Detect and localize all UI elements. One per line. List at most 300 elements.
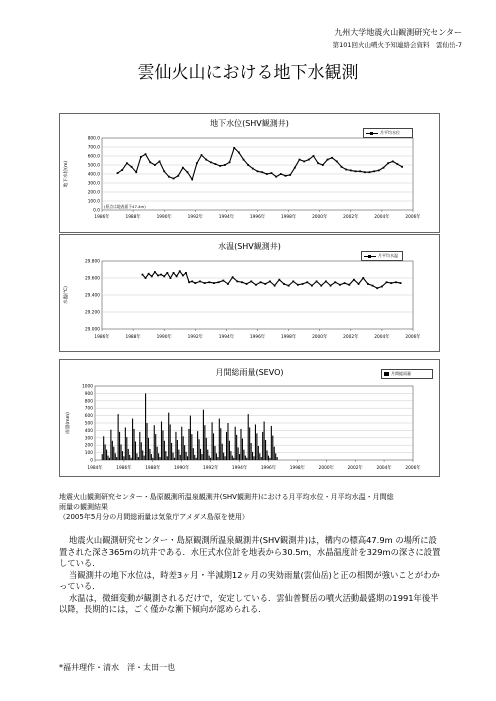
rainfall-bar bbox=[223, 453, 224, 460]
data-point bbox=[135, 171, 137, 173]
y-tick-label: 500 bbox=[84, 421, 93, 427]
water-level-panel bbox=[59, 113, 440, 233]
y-tick-label: 300.0 bbox=[87, 181, 100, 187]
data-point bbox=[283, 283, 285, 285]
rainfall-bar bbox=[180, 455, 181, 460]
data-point bbox=[369, 171, 371, 173]
data-point bbox=[269, 281, 271, 283]
data-point bbox=[345, 169, 347, 171]
data-point bbox=[185, 272, 187, 274]
data-point bbox=[397, 163, 399, 165]
data-point bbox=[160, 274, 162, 276]
data-point bbox=[292, 281, 294, 283]
rainfall-bar bbox=[213, 433, 214, 460]
data-point bbox=[255, 284, 257, 286]
data-point bbox=[383, 167, 385, 169]
rainfall-bar bbox=[255, 424, 256, 460]
data-point bbox=[299, 159, 301, 161]
data-point bbox=[373, 170, 375, 172]
data-point bbox=[117, 172, 119, 174]
y-tick-label: 600 bbox=[84, 414, 93, 420]
data-point bbox=[168, 176, 170, 178]
data-point bbox=[275, 176, 277, 178]
rainfall-bar bbox=[146, 423, 147, 460]
data-point bbox=[334, 281, 336, 283]
rainfall-bar bbox=[240, 429, 241, 460]
data-point bbox=[341, 166, 343, 168]
data-point bbox=[278, 279, 280, 281]
data-point bbox=[353, 279, 355, 281]
data-point bbox=[266, 173, 268, 175]
data-point bbox=[350, 170, 352, 172]
x-tick-label: 2002年 bbox=[343, 215, 359, 220]
data-point bbox=[176, 275, 178, 277]
rainfall-bar bbox=[184, 445, 185, 460]
x-tick-label: 1988年 bbox=[145, 466, 161, 471]
rainfall-bar bbox=[266, 450, 267, 460]
data-point bbox=[359, 170, 361, 172]
rainfall-bar bbox=[274, 447, 275, 460]
rainfall-bar bbox=[261, 457, 262, 460]
rainfall-bar bbox=[106, 450, 107, 460]
rainfall-bar bbox=[120, 444, 121, 460]
rainfall-bar bbox=[239, 454, 240, 460]
rainfall-bar bbox=[256, 433, 257, 460]
data-point bbox=[215, 163, 217, 165]
rainfall-bar bbox=[272, 436, 273, 460]
rainfall-bar bbox=[154, 425, 155, 460]
rainfall-bar bbox=[183, 436, 184, 460]
data-point bbox=[149, 161, 151, 163]
data-point bbox=[205, 159, 207, 161]
body-paragraph-3: 水温は，微細変動が観測されるだけで，安定している．雲仙普賢岳の噴火活動最盛期の1991年後半以降，長期的には，ごく僅かな漸下傾向が認められる． bbox=[59, 592, 439, 614]
data-point bbox=[322, 164, 324, 166]
rainfall-bar bbox=[125, 427, 126, 460]
rainfall-bar bbox=[129, 455, 130, 460]
water-temp-legend bbox=[361, 251, 403, 261]
rainfall-bar bbox=[118, 414, 119, 460]
y-axis-label: 雨量(mm) bbox=[66, 412, 71, 434]
y-tick-label: 0 bbox=[90, 458, 93, 464]
rainfall-bar bbox=[201, 454, 202, 460]
rainfall-bar bbox=[200, 449, 201, 460]
rainfall-bar bbox=[206, 438, 207, 460]
y-tick-label: 200.0 bbox=[87, 190, 100, 196]
rainfall-bar bbox=[168, 413, 169, 460]
rainfall-bar bbox=[136, 453, 137, 460]
y-axis-label: 水温(℃) bbox=[64, 286, 69, 304]
rainfall-bar bbox=[139, 432, 140, 460]
data-point bbox=[182, 275, 184, 277]
rainfall-bar bbox=[238, 447, 239, 460]
rainfall-bar bbox=[193, 448, 194, 460]
rainfall-bar bbox=[152, 458, 153, 460]
data-point bbox=[163, 170, 165, 172]
x-tick-label: 2004年 bbox=[374, 335, 390, 340]
rainfall-bar bbox=[126, 437, 127, 460]
data-point bbox=[344, 282, 346, 284]
rainfall-bar bbox=[204, 425, 205, 460]
data-point bbox=[264, 283, 266, 285]
rainfall-bar bbox=[253, 456, 254, 460]
x-tick-label: 1994年 bbox=[218, 215, 235, 220]
data-point bbox=[145, 153, 147, 155]
data-point bbox=[320, 285, 322, 287]
data-point bbox=[372, 285, 374, 287]
data-point bbox=[126, 162, 128, 164]
authors: *福井理作・清水 洋・太田一也 bbox=[59, 663, 175, 672]
data-point bbox=[148, 273, 150, 275]
data-point bbox=[246, 283, 248, 285]
rainfall-bar bbox=[252, 452, 253, 460]
x-tick-label: 1998年 bbox=[289, 466, 305, 471]
y-tick-label: 29.400 bbox=[84, 293, 100, 299]
rainfall-bar bbox=[178, 450, 179, 460]
data-point bbox=[308, 159, 310, 161]
x-tick-label: 1986年 bbox=[116, 466, 132, 471]
rainfall-bar bbox=[170, 424, 171, 460]
caption-line-2: 雨量の観測結果 bbox=[59, 503, 108, 511]
rainfall-bar bbox=[232, 456, 233, 460]
rainfall-bar bbox=[188, 429, 189, 460]
rainfall-bar bbox=[225, 456, 226, 460]
rainfall-bar bbox=[187, 456, 188, 460]
y-tick-label: 700 bbox=[84, 406, 93, 412]
data-point bbox=[187, 171, 189, 173]
data-point bbox=[297, 284, 299, 286]
rainfall-bar bbox=[160, 457, 161, 460]
rainfall-bar bbox=[246, 458, 247, 460]
data-point bbox=[325, 281, 327, 283]
x-tick-label: 1988年 bbox=[125, 335, 141, 340]
rainfall-bar bbox=[133, 429, 134, 460]
rainfall-bar bbox=[145, 393, 146, 460]
y-tick-label: 0.0 bbox=[93, 208, 100, 214]
rainfall-bar bbox=[212, 422, 213, 460]
data-point bbox=[204, 282, 206, 284]
data-point bbox=[376, 287, 378, 289]
data-point bbox=[201, 154, 203, 156]
rainfall-bar bbox=[259, 453, 260, 460]
x-tick-label: 1990年 bbox=[156, 335, 172, 340]
data-point bbox=[302, 283, 304, 285]
x-tick-label: 1984年 bbox=[87, 466, 103, 471]
data-point bbox=[140, 156, 142, 158]
rainfall-bar bbox=[243, 450, 244, 460]
rainfall-bar bbox=[262, 432, 263, 460]
chart-annotation: (原点は地表面下47.4m) bbox=[104, 204, 146, 209]
rainfall-bar bbox=[275, 453, 276, 460]
water-level-title: 地下水位(SHV観測井) bbox=[210, 119, 289, 128]
rainfall-bar bbox=[235, 427, 236, 460]
data-point bbox=[199, 281, 201, 283]
y-tick-label: 100.0 bbox=[87, 199, 100, 205]
rainfall-bar bbox=[148, 438, 149, 460]
rainfall-bar bbox=[155, 434, 156, 460]
body-text bbox=[59, 535, 444, 616]
x-tick-label: 1986年 bbox=[94, 215, 110, 220]
rainfall-bar bbox=[245, 456, 246, 460]
x-tick-label: 2004年 bbox=[376, 466, 392, 471]
data-point bbox=[191, 281, 193, 283]
data-point bbox=[317, 162, 319, 164]
data-point bbox=[154, 164, 156, 166]
water-level-legend-label: 月平均水位 bbox=[380, 130, 400, 135]
y-tick-label: 400.0 bbox=[87, 172, 100, 178]
data-point bbox=[331, 157, 333, 159]
caption-line-3: （2005年5月分の月間総雨量は気象庁アメダス島原を使用） bbox=[59, 513, 249, 521]
y-tick-label: 900 bbox=[84, 391, 93, 397]
data-point bbox=[233, 147, 235, 149]
rainfall-bar bbox=[230, 451, 231, 460]
rainfall-bar bbox=[229, 441, 230, 460]
data-point bbox=[313, 155, 315, 157]
x-tick-label: 1992年 bbox=[187, 335, 203, 340]
data-point bbox=[386, 281, 388, 283]
data-point bbox=[274, 285, 276, 287]
data-point bbox=[218, 281, 220, 283]
data-point bbox=[303, 161, 305, 163]
data-point bbox=[358, 283, 360, 285]
y-tick-label: 600.0 bbox=[87, 154, 100, 160]
rainfall-bar bbox=[265, 440, 266, 460]
rainfall-bar bbox=[196, 458, 197, 460]
rainfall-bar bbox=[135, 442, 136, 461]
water-level-legend bbox=[363, 128, 413, 138]
data-point bbox=[392, 161, 394, 163]
x-tick-label: 1994年 bbox=[218, 335, 235, 340]
rainfall-bar bbox=[227, 423, 228, 460]
legend-bar-icon bbox=[384, 372, 389, 376]
data-point bbox=[401, 166, 403, 168]
data-point bbox=[355, 170, 357, 172]
x-tick-label: 1986年 bbox=[94, 335, 110, 340]
data-point bbox=[196, 162, 198, 164]
x-tick-label: 1996年 bbox=[249, 335, 266, 340]
x-tick-label: 2000年 bbox=[312, 215, 328, 220]
y-tick-label: 500.0 bbox=[87, 163, 100, 169]
rainfall-bar bbox=[207, 450, 208, 460]
y-tick-label: 29.800 bbox=[84, 259, 100, 265]
data-point bbox=[348, 284, 350, 286]
rainfall-bar bbox=[151, 454, 152, 460]
y-tick-label: 29.000 bbox=[84, 327, 100, 333]
rainfall-bar bbox=[190, 416, 191, 460]
rainfall-panel bbox=[59, 359, 440, 477]
rainfall-bar bbox=[251, 443, 252, 460]
page-title: 雲仙火山における地下水観測 bbox=[137, 63, 359, 83]
rainfall-bar bbox=[128, 449, 129, 460]
rainfall-legend-label: 月間総雨量 bbox=[391, 371, 411, 376]
data-point bbox=[364, 171, 366, 173]
data-point bbox=[188, 281, 190, 283]
rainfall-bar bbox=[164, 441, 165, 460]
x-tick-label: 2006年 bbox=[405, 466, 421, 471]
data-point bbox=[131, 166, 133, 168]
rainfall-bar bbox=[214, 446, 215, 460]
data-point bbox=[173, 272, 175, 274]
data-point bbox=[339, 284, 341, 286]
rainfall-bar bbox=[203, 410, 204, 460]
rainfall-bar bbox=[123, 456, 124, 460]
x-tick-label: 1996年 bbox=[260, 466, 277, 471]
data-point bbox=[330, 285, 332, 287]
data-point bbox=[294, 167, 296, 169]
rainfall-bar bbox=[216, 453, 217, 460]
rainfall-bar bbox=[242, 439, 243, 460]
rainfall-legend bbox=[381, 369, 433, 379]
rainfall-bar bbox=[194, 455, 195, 460]
rainfall-bar bbox=[277, 457, 278, 460]
rainfall-title: 月間総雨量(SEVO) bbox=[215, 368, 284, 377]
rainfall-bar bbox=[233, 458, 234, 460]
data-point bbox=[219, 165, 221, 167]
data-point bbox=[390, 282, 392, 284]
data-point bbox=[145, 277, 147, 279]
rainfall-bar bbox=[171, 443, 172, 460]
water-temp-panel bbox=[59, 234, 440, 352]
x-tick-label: 1992年 bbox=[187, 215, 203, 220]
data-point bbox=[179, 270, 181, 272]
data-point bbox=[166, 272, 168, 274]
x-tick-label: 1994年 bbox=[231, 466, 248, 471]
data-point bbox=[208, 281, 210, 283]
x-tick-label: 2002年 bbox=[347, 466, 363, 471]
rainfall-bar bbox=[258, 446, 259, 460]
data-point bbox=[238, 152, 240, 154]
rainfall-bar bbox=[103, 436, 104, 460]
x-tick-label: 2000年 bbox=[318, 466, 334, 471]
rainfall-bar bbox=[149, 449, 150, 460]
data-point bbox=[289, 174, 291, 176]
x-tick-label: 2002年 bbox=[343, 335, 359, 340]
x-tick-label: 1992年 bbox=[203, 466, 219, 471]
data-point bbox=[232, 276, 234, 278]
y-tick-label: 300 bbox=[84, 436, 93, 442]
rainfall-bar bbox=[264, 422, 265, 460]
body-paragraph-2: 当観測井の地下水位は，時差3ヶ月・半減期12ヶ月の実効雨量(雲仙岳)と正の相関が強いことがわかっている． bbox=[59, 569, 440, 591]
data-point bbox=[247, 164, 249, 166]
rainfall-bar bbox=[217, 457, 218, 460]
data-point bbox=[213, 282, 215, 284]
x-tick-label: 2006年 bbox=[405, 215, 421, 220]
data-point bbox=[336, 161, 338, 163]
rainfall-bar bbox=[102, 454, 103, 460]
data-point bbox=[260, 281, 262, 283]
data-point bbox=[367, 283, 369, 285]
data-point bbox=[250, 281, 252, 283]
data-point bbox=[271, 172, 273, 174]
rainfall-bar bbox=[167, 456, 168, 460]
data-point bbox=[311, 285, 313, 287]
rainfall-bar bbox=[248, 414, 249, 460]
data-point bbox=[381, 286, 383, 288]
data-point bbox=[236, 281, 238, 283]
x-tick-label: 1990年 bbox=[174, 466, 190, 471]
rainfall-bar bbox=[165, 451, 166, 460]
x-tick-label: 1998年 bbox=[280, 215, 297, 220]
data-point bbox=[151, 275, 153, 277]
data-point bbox=[400, 282, 402, 284]
data-point bbox=[154, 271, 156, 273]
data-point bbox=[327, 159, 329, 161]
rainfall-bar bbox=[173, 453, 174, 460]
meeting-label: 第101回火山噴火予知連絡会資料 雲仙岳-7 bbox=[332, 41, 462, 49]
data-point bbox=[243, 159, 245, 161]
data-point bbox=[142, 274, 144, 276]
data-point bbox=[194, 282, 196, 284]
data-point bbox=[227, 283, 229, 285]
data-point bbox=[387, 162, 389, 164]
y-tick-label: 800 bbox=[84, 399, 93, 405]
rainfall-bar bbox=[249, 427, 250, 460]
rainfall-bar bbox=[209, 456, 210, 460]
rainfall-bar bbox=[131, 458, 132, 460]
figure-caption bbox=[59, 492, 449, 522]
y-tick-label: 400 bbox=[84, 428, 93, 434]
data-point bbox=[280, 173, 282, 175]
rainfall-bar bbox=[191, 434, 192, 460]
data-point bbox=[159, 161, 161, 163]
y-tick-label: 1000 bbox=[82, 384, 93, 390]
rainfall-bar bbox=[220, 428, 221, 460]
body-paragraph-1: 地震火山観測研究センター・島原観測所温泉観測井(SHV観測井)は，構内の標高47.9m の場所に設置された深さ365mの坑井である．水圧式水位計を地表から30.5m，水晶温度計を329mの深さに設置している． bbox=[59, 535, 441, 568]
x-tick-label: 1996年 bbox=[249, 215, 266, 220]
rainfall-bar bbox=[119, 432, 120, 460]
data-point bbox=[288, 285, 290, 287]
y-tick-label: 800.0 bbox=[87, 136, 100, 142]
rainfall-bar bbox=[138, 457, 139, 460]
rainfall-bar bbox=[142, 450, 143, 460]
data-point bbox=[229, 161, 231, 163]
data-point bbox=[163, 275, 165, 277]
rainfall-bar bbox=[226, 432, 227, 460]
x-tick-label: 1990年 bbox=[156, 215, 172, 220]
data-point bbox=[395, 281, 397, 283]
data-point bbox=[170, 277, 172, 279]
data-point bbox=[241, 281, 243, 283]
x-tick-label: 2000年 bbox=[312, 335, 328, 340]
x-tick-label: 1998年 bbox=[280, 335, 297, 340]
y-tick-label: 100 bbox=[84, 451, 93, 457]
legend-line-icon bbox=[366, 133, 378, 134]
rainfall-bar bbox=[122, 451, 123, 460]
y-tick-label: 29.200 bbox=[84, 310, 100, 316]
rainfall-bar bbox=[161, 422, 162, 460]
rainfall-bar bbox=[177, 440, 178, 460]
rainfall-bar bbox=[116, 457, 117, 460]
x-tick-label: 1988年 bbox=[125, 215, 141, 220]
rainfall-bar bbox=[199, 439, 200, 460]
data-point bbox=[362, 277, 364, 279]
data-point bbox=[224, 164, 226, 166]
caption-line-1: 地震火山観測研究センター・島原観測所温泉観測井(SHV観測井)における月平均水位・月平均水温・月間総 bbox=[59, 493, 394, 501]
data-point bbox=[252, 168, 254, 170]
rainfall-bar bbox=[158, 453, 159, 460]
rainfall-bar bbox=[141, 442, 142, 460]
x-tick-label: 2006年 bbox=[405, 335, 421, 340]
data-point bbox=[285, 175, 287, 177]
rainfall-bar bbox=[269, 458, 270, 460]
rainfall-bar bbox=[181, 427, 182, 460]
data-point bbox=[177, 175, 179, 177]
rainfall-bar bbox=[110, 430, 111, 460]
data-point bbox=[121, 169, 123, 171]
data-point bbox=[261, 171, 263, 173]
data-point bbox=[210, 161, 212, 163]
y-tick-label: 29.600 bbox=[84, 276, 100, 282]
x-tick-label: 2004年 bbox=[374, 215, 390, 220]
